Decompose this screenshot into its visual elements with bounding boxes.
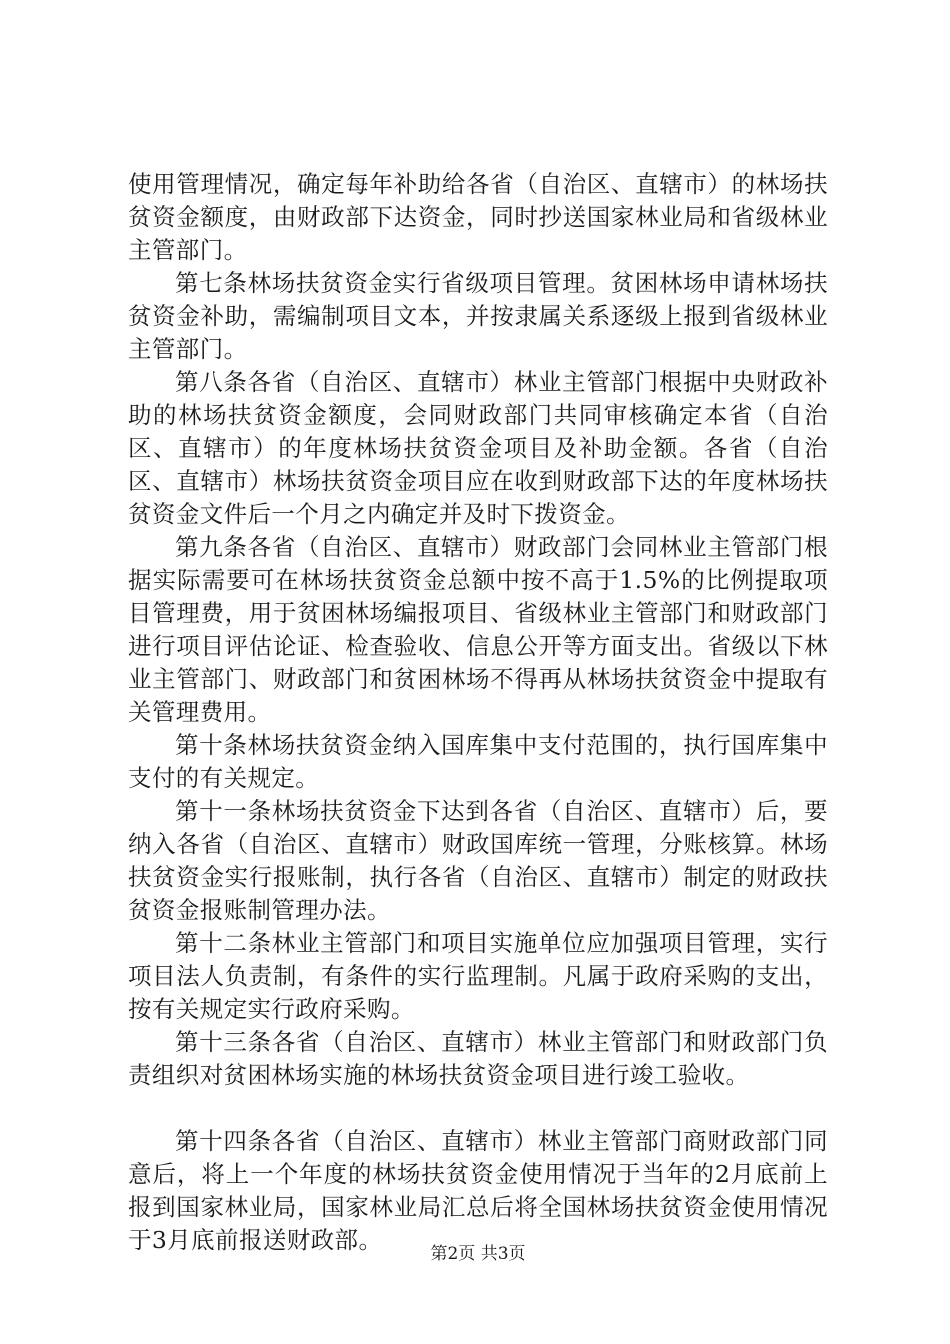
paragraph-continuation: 使用管理情况，确定每年补助给各省（自治区、直辖市）的林场扶贫资金额度，由财政部下达资金，同时抄送国家林业局和省级林业主管部门。 xyxy=(128,170,828,264)
document-page xyxy=(128,0,828,1344)
paragraph-article-12: 第十二条林业主管部门和项目实施单位应加强项目管理，实行项目法人负责制，有条件的实行监理制。凡属于政府采购的支出，按有关规定实行政府采购。 xyxy=(128,929,828,1023)
paragraph-article-10: 第十条林场扶贫资金纳入国库集中支付范围的，执行国库集中支付的有关规定。 xyxy=(128,731,828,792)
paragraph-article-13: 第十三条各省（自治区、直辖市）林业主管部门和财政部门负责组织对贫困林场实施的林场扶贫资金项目进行竣工验收。 xyxy=(128,1028,828,1089)
paragraph-article-14: 第十四条各省（自治区、直辖市）林业主管部门商财政部门同意后，将上一个年度的林场扶贫资金使用情况于当年的2月底前上报到国家林业局，国家林业局汇总后将全国林场扶贫资金使用情况于3月底前报送财政部。 xyxy=(128,1127,828,1254)
paragraph-article-7: 第七条林场扶贫资金实行省级项目管理。贫困林场申请林场扶贫资金补助，需编制项目文本，并按隶属关系逐级上报到省级林业主管部门。 xyxy=(128,269,828,363)
document-body xyxy=(128,168,828,1257)
paragraph-article-8: 第八条各省（自治区、直辖市）林业主管部门根据中央财政补助的林场扶贫资金额度，会同财政部门共同审核确定本省（自治区、直辖市）的年度林场扶贫资金项目及补助金额。各省（自治区、直辖市）林场扶贫资金项目应在收到财政部下达的年度林场扶贫资金文件后一个月之内确定并及时下拨资金。 xyxy=(128,368,828,528)
paragraph-article-9: 第九条各省（自治区、直辖市）财政部门会同林业主管部门根据实际需要可在林场扶贫资金总额中按不高于1.5%的比例提取项目管理费，用于贫困林场编报项目、省级林业主管部门和财政部门进行项目评估论证、检查验收、信息公开等方面支出。省级以下林业主管部门、财政部门和贫困林场不得再从林场扶贫资金中提取有关管理费用。 xyxy=(128,533,828,726)
paragraph-article-11: 第十一条林场扶贫资金下达到各省（自治区、直辖市）后，要纳入各省（自治区、直辖市）财政国库统一管理，分账核算。林场扶贫资金实行报账制，执行各省（自治区、直辖市）制定的财政扶贫资金报账制管理办法。 xyxy=(128,797,828,924)
page-number-footer: 第2页 共3页 xyxy=(430,1244,526,1264)
